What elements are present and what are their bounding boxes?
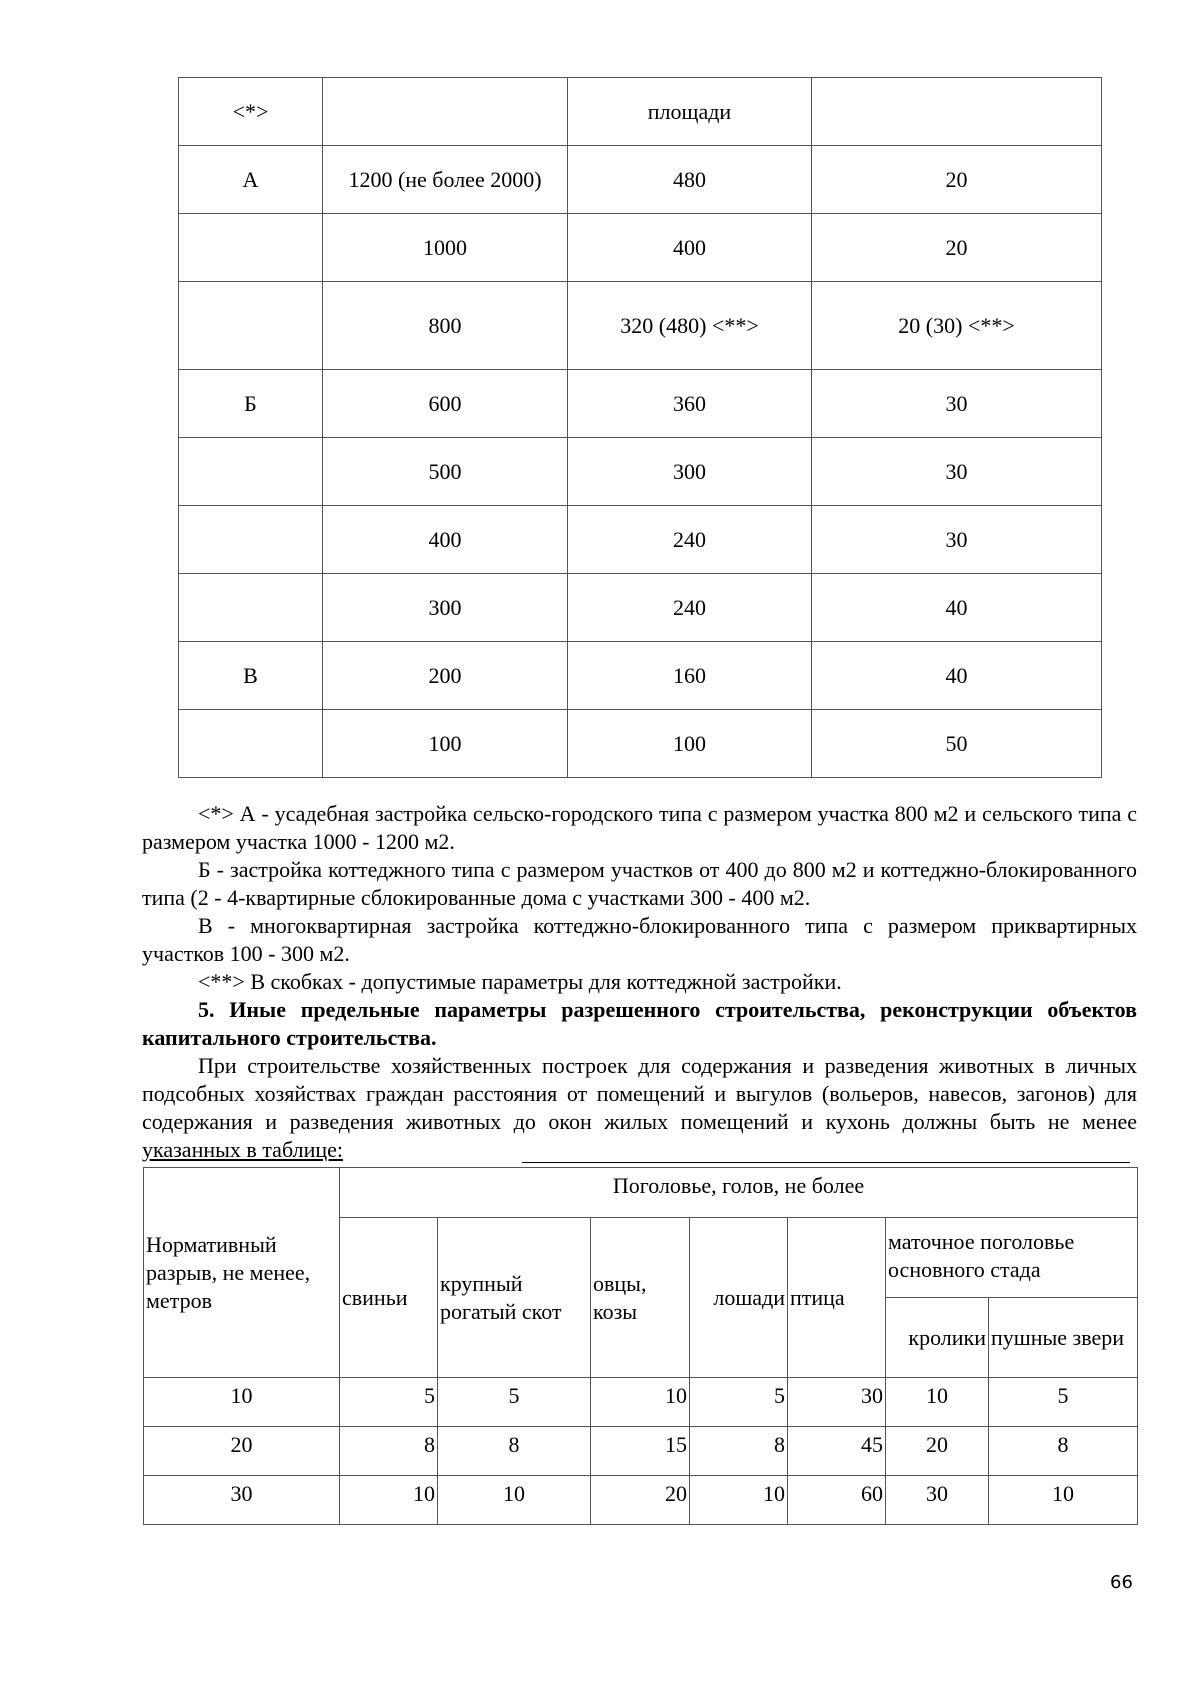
header-distance: Нормативный разрыв, не менее, метров [144,1168,340,1378]
underline-rule [522,1162,1130,1163]
table-cell [179,282,323,370]
table-cell: 20 [812,146,1102,214]
table-cell: 20 [812,214,1102,282]
table-cell [179,574,323,642]
table-cell: 240 [568,506,812,574]
table-cell: 8 [340,1427,438,1476]
table-cell [179,438,323,506]
table-cell: 30 [812,506,1102,574]
table-cell: 10 [144,1378,340,1427]
table-cell: 30 [886,1476,989,1525]
note-v: В - многоквартирная застройка коттеджно-блокированного типа с размером приквартирных участков 100 - 300 м2. [142,913,1137,966]
table-cell: 500 [323,438,568,506]
table-cell: 360 [568,370,812,438]
notes-section [142,800,1137,1164]
table-cell: 8 [690,1427,788,1476]
header-poultry: птица [788,1218,886,1378]
table-cell: 30 [144,1476,340,1525]
animal-distance-table-body [144,1168,1138,1525]
table-row [179,574,1102,642]
table-cell: 10 [438,1476,591,1525]
table-cell: 10 [591,1378,690,1427]
table-cell: 15 [591,1427,690,1476]
header-fur-animals: пушные звери [989,1298,1138,1378]
paragraph-main [142,1052,1137,1164]
table-cell [812,78,1102,146]
table-cell: 30 [812,438,1102,506]
table-cell: <*> [179,78,323,146]
table-cell: 60 [788,1476,886,1525]
table-cell: 300 [568,438,812,506]
table-cell: 400 [568,214,812,282]
note-double-asterisk: <**> В скобках - допустимые параметры для коттеджной застройки. [198,969,842,994]
table-row [179,146,1102,214]
table-cell: 240 [568,574,812,642]
header-cattle: крупный рогатый скот [438,1218,591,1378]
note-b: Б - застройка коттеджного типа с размером участков от 400 до 800 м2 и коттеджно-блокированного типа (2 - 4-квартирные сблокированные дома с участками 300 - 400 м2. [142,857,1137,910]
table-cell: 5 [989,1378,1138,1427]
table-cell: А [179,146,323,214]
table-row [144,1378,1138,1427]
table-cell: 8 [989,1427,1138,1476]
table-row [179,642,1102,710]
header-pigs: свиньи [340,1218,438,1378]
table-cell: 800 [323,282,568,370]
table-cell: 5 [340,1378,438,1427]
note-a: <*> А - усадебная застройка сельско-городского типа с размером участка 800 м2 и сельского типа с размером участка 1000 - 1200 м2. [142,801,1137,854]
table-row [144,1476,1138,1525]
table-cell: 1000 [323,214,568,282]
table-cell [179,506,323,574]
table-cell: 160 [568,642,812,710]
table-cell: 20 [144,1427,340,1476]
table-row [179,438,1102,506]
table-cell: 5 [438,1378,591,1427]
table-row [179,214,1102,282]
table-cell: 40 [812,642,1102,710]
animal-distance-table [143,1167,1138,1525]
table-cell: 320 (480) <**> [568,282,812,370]
table-cell: 480 [568,146,812,214]
table-cell: 10 [690,1476,788,1525]
lot-size-table [178,77,1102,778]
header-rabbits: кролики [886,1298,989,1378]
table-cell: 8 [438,1427,591,1476]
table-cell: 45 [788,1427,886,1476]
table-cell: 600 [323,370,568,438]
table-cell: 400 [323,506,568,574]
table-reference: указанных в таблице: [142,1137,343,1162]
table-cell: 10 [989,1476,1138,1525]
header-breeding-stock: маточное поголовье основного стада [886,1218,1138,1298]
table-cell: 300 [323,574,568,642]
table-cell [323,78,568,146]
header-livestock: Поголовье, голов, не более [340,1168,1138,1218]
table-cell: 10 [340,1476,438,1525]
table-row [179,710,1102,778]
table-row [179,78,1102,146]
table-cell: 5 [690,1378,788,1427]
table-cell: В [179,642,323,710]
table-cell: 50 [812,710,1102,778]
table-cell: 1200 (не более 2000) [323,146,568,214]
table-cell: 40 [812,574,1102,642]
table-cell: 20 [886,1427,989,1476]
table-cell: 30 [812,370,1102,438]
paragraph-text: При строительстве хозяйственных построек для содержания и разведения животных в личных подсобных хозяйствах граждан расстояния от помещений и выгулов (вольеров, навесов, загонов) для содержания и разведения животных до окон жилых помещений и кухонь должны быть не менее [142,1053,1137,1134]
table-row [179,282,1102,370]
lot-size-table-body [179,78,1102,778]
table-cell: 100 [323,710,568,778]
table-cell: площади [568,78,812,146]
header-horses: лошади [690,1218,788,1378]
table-cell: 200 [323,642,568,710]
table-cell: 30 [788,1378,886,1427]
page-number: 66 [1110,1572,1133,1593]
section-heading: 5. Иные предельные параметры разрешенного строительства, реконструкции объектов капитального строительства. [142,997,1137,1050]
table-cell [179,214,323,282]
table-row [179,506,1102,574]
table-cell: 100 [568,710,812,778]
table-cell: 20 [591,1476,690,1525]
header-sheep-goats: овцы, козы [591,1218,690,1378]
table-cell: 10 [886,1378,989,1427]
table-row [144,1427,1138,1476]
table-row [179,370,1102,438]
table-cell [179,710,323,778]
table-cell: Б [179,370,323,438]
table-cell: 20 (30) <**> [812,282,1102,370]
